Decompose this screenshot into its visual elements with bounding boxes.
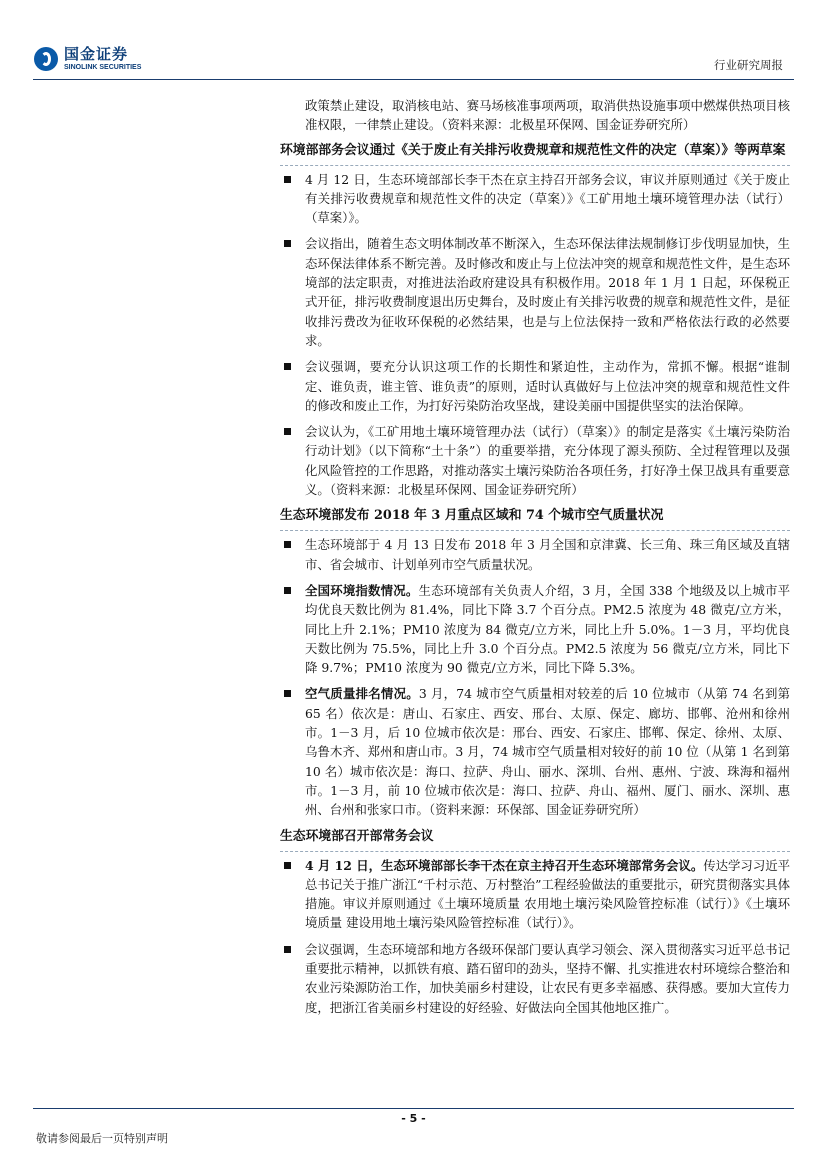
bullet-text: 4 月 12 日，生态环境部部长李干杰在京主持召开部务会议，审议并原则通过《关于废止有关排污收费规章和规范性文件的决定（草案）》《工矿用地土壤环境管理办法（试行）（草案）》。 bbox=[305, 171, 790, 226]
list-item bbox=[280, 422, 790, 499]
main-content bbox=[280, 96, 790, 1024]
square-bullet-icon bbox=[284, 690, 291, 697]
list-item bbox=[280, 170, 790, 228]
bullet-text: 生态环境部于 4 月 13 日发布 2018 年 3 月全国和京津冀、长三角、珠三角区域及直辖市、省会城市、计划单列市空气质量状况。 bbox=[305, 537, 790, 572]
logo-mark-icon bbox=[34, 47, 58, 71]
section-divider bbox=[280, 851, 790, 852]
intro-continuation-paragraph: 政策禁止建设，取消核电站、赛马场核准事项两项，取消供热设施事项中燃煤供热项目核准权限，一律禁止建设。（资料来源：北极星环保网、国金证券研究所） bbox=[305, 98, 790, 133]
company-logo bbox=[34, 47, 141, 71]
bullet-text: 会议指出，随着生态文明体制改革不断深入，生态环保法律法规制修订步伐明显加快，生态环保法律体系不断完善。及时修改和废止与上位法冲突的规章和规范性文件，是生态环境部的法定职责，对推进法治政府建设具有积极作用。2018 年 1 月 1 日起，环保税正式开征，排污收费制度退出历史舞台，及时废止有关排污收费的规章和规范性文件，是征收排污费改为征收环保税的必然结果，也是与上位法保持一致和严格依法行政的必然要求。 bbox=[305, 236, 790, 348]
list-item bbox=[280, 684, 790, 819]
footer-divider bbox=[33, 1108, 794, 1109]
list-item bbox=[280, 940, 790, 1017]
square-bullet-icon bbox=[284, 862, 291, 869]
header-divider bbox=[33, 79, 794, 80]
page-header bbox=[0, 0, 827, 80]
bullet-text: 3 月，74 城市空气质量相对较差的后 10 位城市（从第 74 名到第 65 名）依次是：唐山、石家庄、西安、邢台、太原、保定、廊坊、邯郸、沧州和徐州市。1－3 月，后 10 位城市依次是：邢台、西安、石家庄、邯郸、保定、徐州、太原、乌鲁木齐、郑州和唐山市。3 月，74 城市空气质量相对较好的前 10 位（从第 1 名到第 10 名）城市依次是：海口、拉萨、舟山、丽水、深圳、台州、惠州、宁波、珠海和福州市。1－3 月，前 10 位城市依次是：海口、拉萨、舟山、福州、厦门、丽水、深圳、惠州、台州和张家口市。（资料来源：环保部、国金证券研究所） bbox=[305, 686, 790, 818]
bullet-text: 传达学习习近平总书记关于推广浙江“千村示范、万村整治”工程经验做法的重要批示，研究贯彻落实具体措施。审议并原则通过《土壤环境质量 农用地土壤污染风险管控标准（试行）》《土壤环境质量 建设用地土壤污染风险管控标准（试行）》。 bbox=[305, 857, 791, 931]
square-bullet-icon bbox=[284, 363, 291, 370]
list-item bbox=[280, 535, 790, 574]
square-bullet-icon bbox=[284, 240, 291, 247]
bullet-text: 会议强调，要充分认识这项工作的长期性和紧迫性，主动作为，常抓不懈。根据“谁制定、谁负责，谁主管、谁负责”的原则，适时认真做好与上位法冲突的规章和规范性文件的修改和废止工作，为打好污染防治攻坚战，建设美丽中国提供坚实的法治保障。 bbox=[305, 359, 790, 413]
list-item bbox=[280, 357, 790, 415]
page-number: - 5 - bbox=[401, 1112, 426, 1125]
section-divider bbox=[280, 530, 790, 531]
bullet-text: 生态环境部有关负责人介绍，3 月，全国 338 个地级及以上城市平均优良天数比例为 81.4%，同比下降 3.7 个百分点。PM2.5 浓度为 48 微克/立方米，同比上升 2.1%；PM10 浓度为 84 微克/立方米，同比上升 5.0%。1－3 月，平均优良天数比例为 75.5%，同比上升 3.0 个百分点。PM2.5 浓度为 56 微克/立方米，同比下降 9.7%；PM10 浓度为 90 微克/立方米，同比下降 5.3%。 bbox=[305, 582, 791, 676]
bullet-bold-lead: 4 月 12 日，生态环境部部长李干杰在京主持召开生态环境部常务会议。 bbox=[305, 857, 704, 873]
section-heading: 生态环境部发布 2018 年 3 月重点区域和 74 个城市空气质量状况 bbox=[280, 508, 664, 524]
square-bullet-icon bbox=[284, 428, 291, 435]
logo-chinese-name: 国金证券 bbox=[64, 45, 129, 63]
bullet-list bbox=[280, 856, 790, 1017]
section-heading: 生态环境部召开部常务会议 bbox=[280, 828, 434, 844]
section-heading: 环境部部务会议通过《关于废止有关排污收费规章和规范性文件的决定（草案）》等两草案 bbox=[280, 142, 786, 158]
report-type-label: 行业研究周报 bbox=[714, 58, 783, 72]
list-item bbox=[280, 581, 790, 677]
bullet-list bbox=[280, 170, 790, 500]
square-bullet-icon bbox=[284, 946, 291, 953]
section-divider bbox=[280, 165, 790, 166]
list-item bbox=[280, 234, 790, 350]
bullet-text: 会议强调，生态环境部和地方各级环保部门要认真学习领会、深入贯彻落实习近平总书记重要批示精神，以抓铁有痕、踏石留印的劲头，坚持不懈、扎实推进农村环境综合整治和农业污染源防治工作，加快美丽乡村建设，让农民有更多幸福感、获得感。要加大宣传力度，把浙江省美丽乡村建设的好经验、好做法向全国其他地区推广。 bbox=[305, 941, 790, 1015]
footer-disclaimer: 敬请参阅最后一页特别声明 bbox=[36, 1132, 168, 1145]
square-bullet-icon bbox=[284, 541, 291, 548]
bullet-list bbox=[280, 535, 790, 819]
bullet-bold-lead: 全国环境指数情况。 bbox=[305, 582, 419, 598]
square-bullet-icon bbox=[284, 176, 291, 183]
square-bullet-icon bbox=[284, 587, 291, 594]
list-item bbox=[280, 856, 790, 933]
logo-english-name: SINOLINK SECURITIES bbox=[64, 64, 142, 71]
bullet-text: 会议认为，《工矿用地土壤环境管理办法（试行）（草案）》的制定是落实《土壤污染防治行动计划》（以下简称“土十条”）的重要举措，充分体现了源头预防、全过程管理以及强化风险管控的工作思路，对推动落实土壤污染防治各项任务，打好净土保卫战具有重要意义。（资料来源：北极星环保网、国金证券研究所） bbox=[305, 424, 790, 498]
bullet-bold-lead: 空气质量排名情况。 bbox=[305, 686, 419, 702]
